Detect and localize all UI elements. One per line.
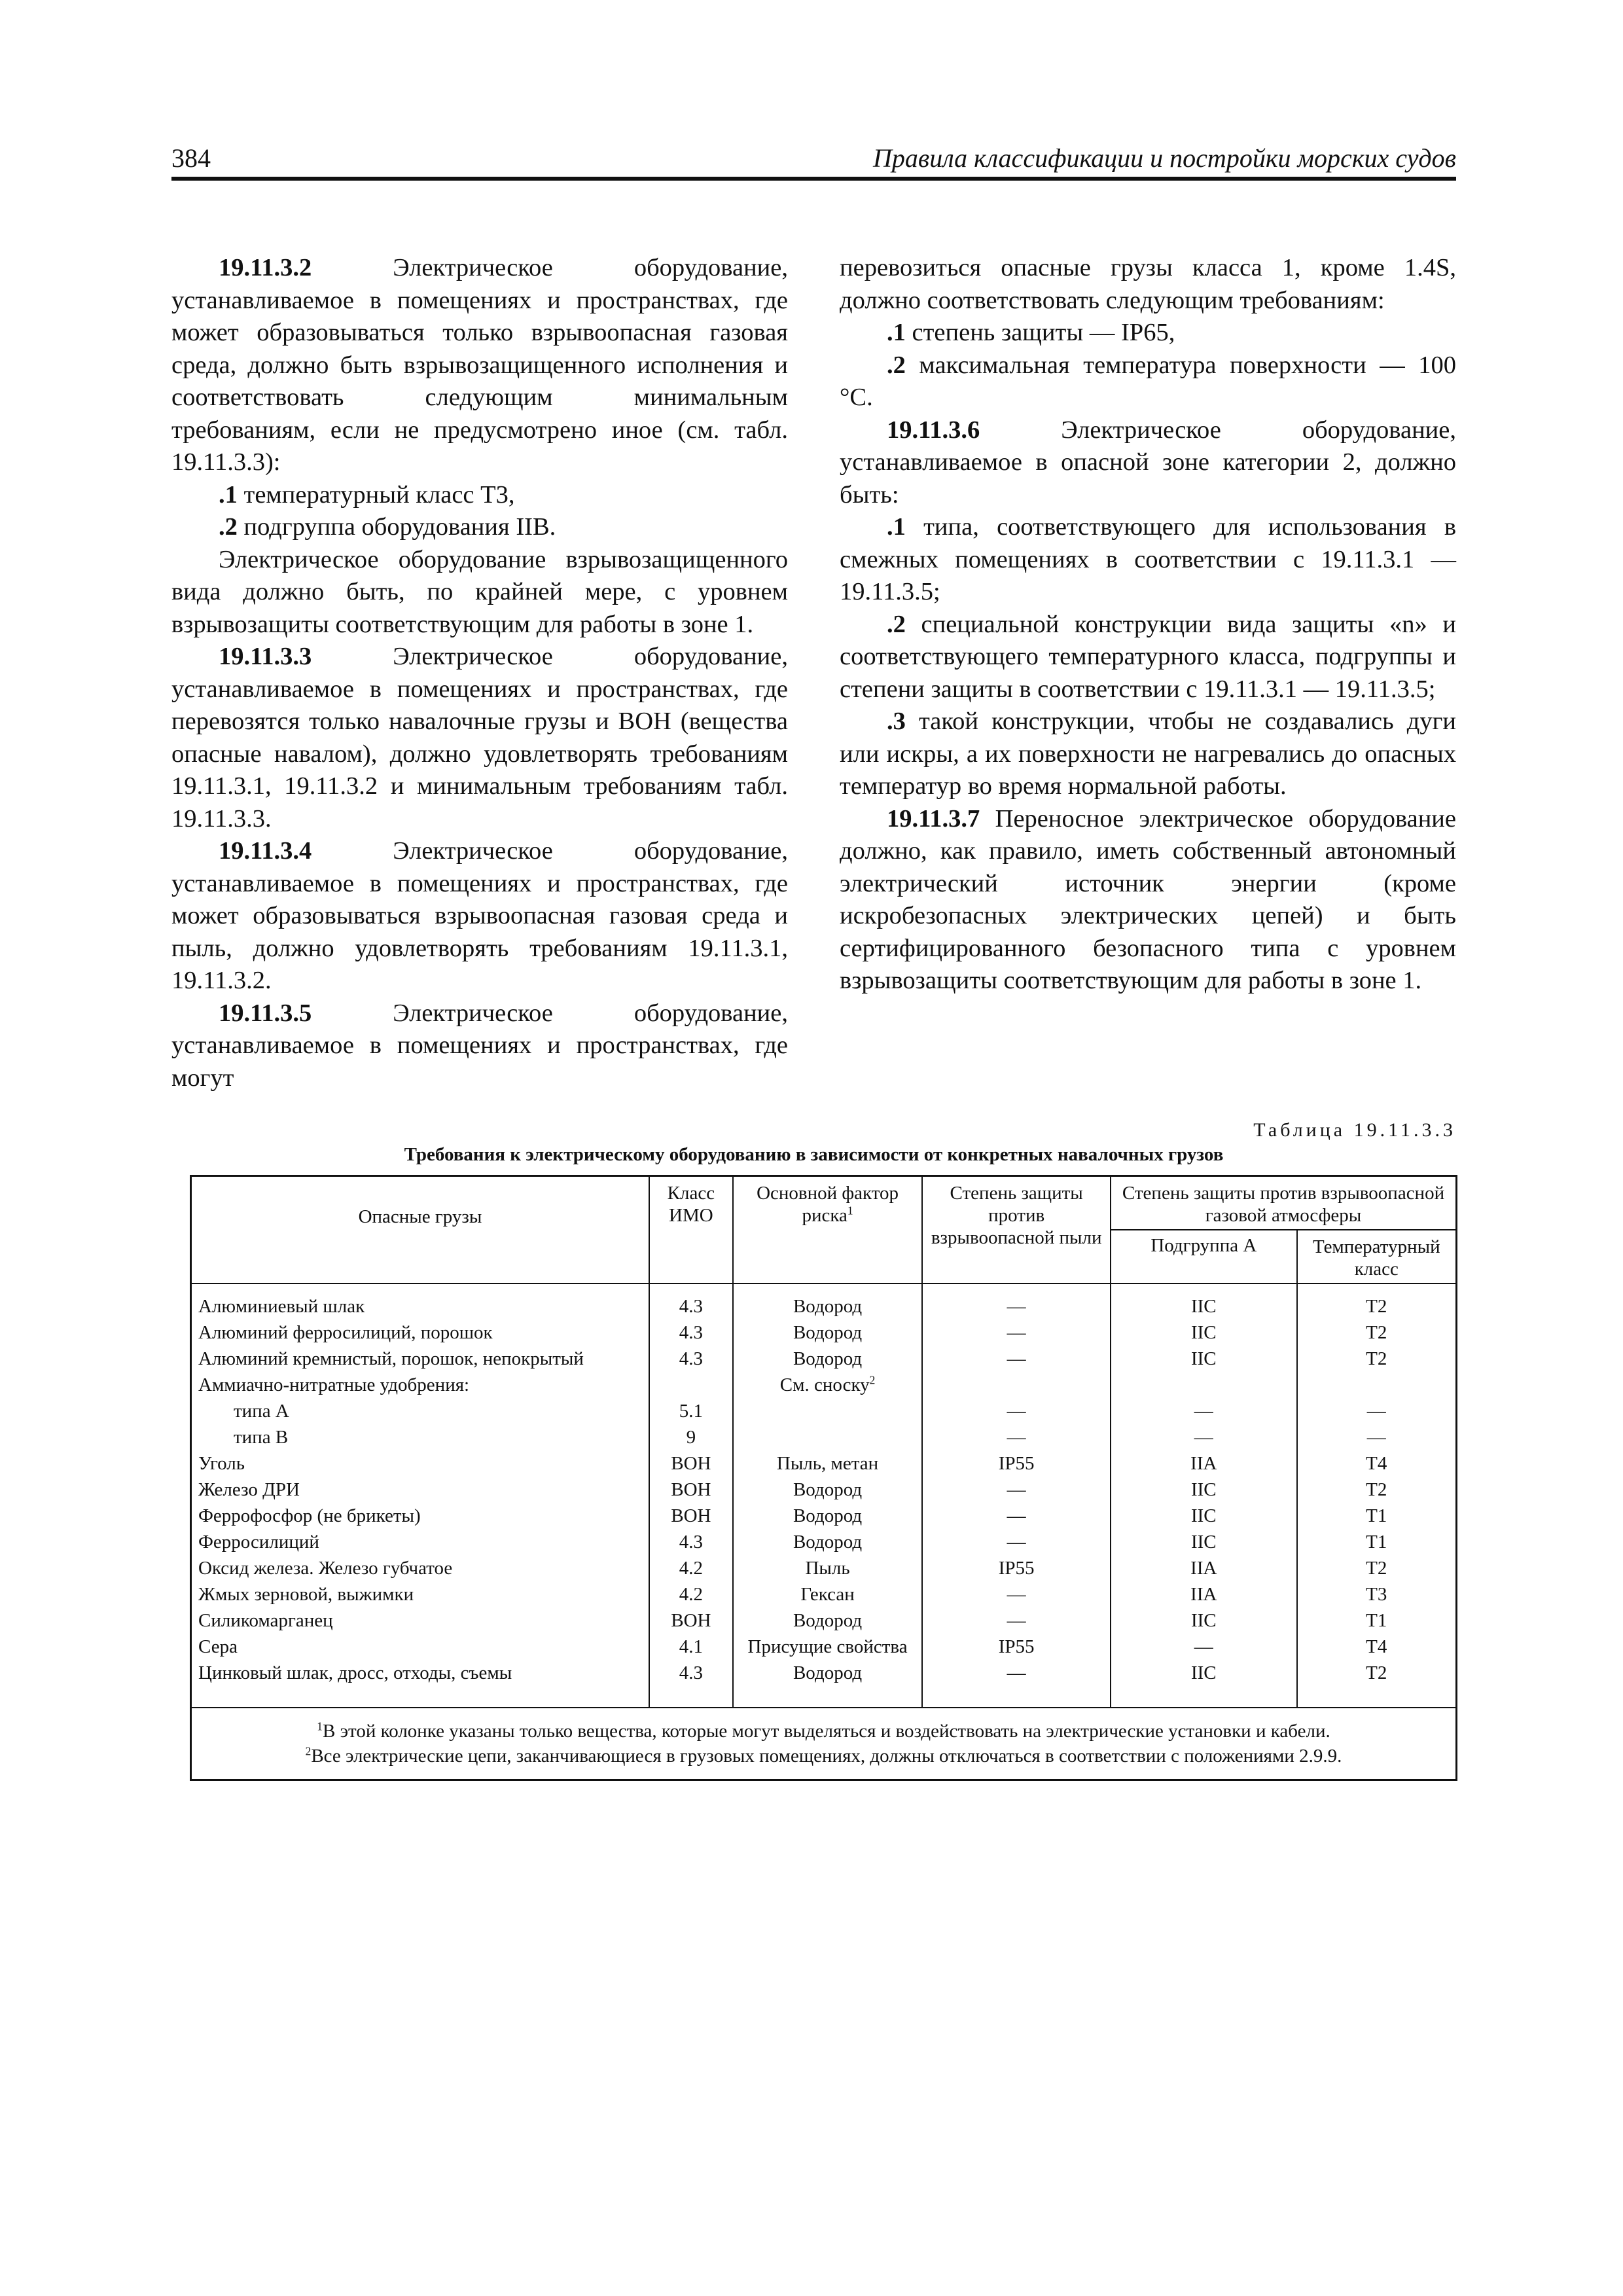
footnote — [198, 1744, 1449, 1768]
cell-imo — [649, 1634, 733, 1660]
cell-temp — [1297, 1346, 1457, 1372]
cell-text: 5.1 — [679, 1401, 703, 1422]
right-column — [840, 252, 1456, 997]
cell-temp — [1297, 1660, 1457, 1708]
cell-text: Пыль, метан — [776, 1453, 879, 1474]
clause-number: 19.11.3.7 — [887, 804, 980, 833]
cell-text: IP55 — [998, 1558, 1035, 1579]
cell-text: T2 — [1366, 1322, 1387, 1343]
cell-text: Оксид железа. Железо губчатое — [198, 1558, 453, 1579]
cell-text: 4.3 — [679, 1348, 703, 1369]
cell-risk — [733, 1319, 923, 1346]
cell-imo — [649, 1503, 733, 1529]
cell-sub — [1111, 1581, 1297, 1607]
clause-number: 19.11.3.5 — [219, 999, 312, 1027]
cell-imo — [649, 1477, 733, 1503]
cell-imo — [649, 1283, 733, 1319]
cell-cargo — [191, 1283, 649, 1319]
paragraph — [171, 997, 788, 1095]
table-row — [191, 1398, 1457, 1424]
cell-imo — [649, 1450, 733, 1477]
footnote-text: В этой колонке указаны только вещества, которые могут выделяться и воздействовать на электрические установки и кабели. — [322, 1721, 1330, 1742]
footnote-ref: 2 — [869, 1373, 876, 1387]
cell-text: ВОН — [671, 1610, 711, 1631]
paragraph — [840, 252, 1456, 317]
header-rule — [171, 177, 1456, 181]
cell-text: ВОН — [671, 1479, 711, 1500]
cell-sub — [1111, 1372, 1297, 1398]
cell-text: — — [1007, 1662, 1026, 1683]
cell-sub — [1111, 1319, 1297, 1346]
paragraph-text: Электрическое оборудование, устанавливаемое в помещениях и пространствах, где может образовываться только взрывоопасная газовая среда, должно быть взрывозащищенного исполнения и соответствовать следующим минимальным требованиям, если не предусмотрено иное (см. табл. 19.11.3.3): — [171, 254, 788, 476]
header-cargo: Опасные грузы — [191, 1176, 649, 1284]
cell-text: T2 — [1366, 1558, 1387, 1579]
cell-sub — [1111, 1283, 1297, 1319]
cell-text: Водород — [793, 1610, 863, 1631]
cell-imo — [649, 1607, 733, 1634]
cell-text: T1 — [1366, 1610, 1387, 1631]
cell-text: — — [1007, 1505, 1026, 1526]
paragraph — [840, 350, 1456, 414]
cell-text: Феррофосфор (не брикеты) — [198, 1505, 421, 1526]
cell-text: 4.3 — [679, 1322, 703, 1343]
cell-text: — — [1007, 1348, 1026, 1369]
table-row — [191, 1372, 1457, 1398]
header-risk-factor — [733, 1176, 923, 1284]
cell-sub — [1111, 1477, 1297, 1503]
paragraph — [171, 479, 788, 512]
cell-text: Цинковый шлак, дросс, отходы, съемы — [198, 1662, 512, 1683]
cell-imo — [649, 1424, 733, 1450]
cell-temp — [1297, 1319, 1457, 1346]
cell-sub — [1111, 1503, 1297, 1529]
paragraph — [171, 544, 788, 641]
cell-text: Водород — [793, 1505, 863, 1526]
cell-dust — [922, 1555, 1111, 1581]
cell-temp — [1297, 1634, 1457, 1660]
cell-text: 4.2 — [679, 1584, 703, 1605]
cell-text: Присущие свойства — [747, 1636, 908, 1657]
paragraph-text: Электрическое оборудование, устанавливаемое в опасной зоне категории 2, должно быть: — [840, 416, 1456, 509]
cell-cargo — [191, 1477, 649, 1503]
cell-text: Алюминий ферросилиций, порошок — [198, 1322, 493, 1343]
cell-cargo — [191, 1398, 649, 1424]
clause-number: .1 — [887, 319, 906, 346]
cell-text: IIC — [1190, 1662, 1217, 1683]
cell-temp — [1297, 1581, 1457, 1607]
cell-dust — [922, 1450, 1111, 1477]
cell-text: — — [1366, 1401, 1386, 1422]
cell-text: T2 — [1366, 1662, 1387, 1683]
cell-text: — — [1366, 1427, 1386, 1448]
cell-dust — [922, 1424, 1111, 1450]
paragraph-text: такой конструкции, чтобы не создавались дуги или искры, а их поверхности не нагревались до опасных температур во время нормальной работы. — [840, 708, 1456, 800]
cell-text: IIC — [1190, 1296, 1217, 1317]
paragraph-text: температурный класс Т3, — [237, 480, 515, 509]
cell-text: IIC — [1190, 1532, 1217, 1552]
paragraph — [171, 641, 788, 835]
table-row — [191, 1477, 1457, 1503]
paragraph — [840, 706, 1456, 803]
cell-text: T2 — [1366, 1479, 1387, 1500]
table-row — [191, 1450, 1457, 1477]
table-row — [191, 1634, 1457, 1660]
paragraph-text: Электрическое оборудование, устанавливаемое в помещениях и пространствах, где могут — [171, 999, 788, 1092]
paragraph-text: Электрическое оборудование взрывозащищенного вида должно быть, по крайней мере, с уровнем взрывозащиты соответствующим для работы в зоне 1. — [171, 545, 788, 638]
header-dust-protection: Степень защиты против взрывоопасной пыли — [922, 1176, 1111, 1284]
cell-text: 4.3 — [679, 1662, 703, 1683]
cell-text: 4.3 — [679, 1296, 703, 1317]
paragraph-text: специальной конструкции вида защиты «n» и соответствующего температурного класса, подгруппы и степени защиты в соответствии с 19.11.3.1 — 19.11.3.5; — [840, 610, 1456, 703]
cell-sub — [1111, 1346, 1297, 1372]
page-number: 384 — [171, 143, 211, 173]
cell-temp — [1297, 1555, 1457, 1581]
header-imo-class: Класс ИМО — [649, 1176, 733, 1284]
footnote — [198, 1719, 1449, 1744]
clause-number: .1 — [219, 480, 238, 509]
cell-cargo — [191, 1424, 649, 1450]
cell-dust — [922, 1398, 1111, 1424]
cell-dust — [922, 1634, 1111, 1660]
paragraph-text: максимальная температура поверхности — 100 °С. — [840, 351, 1456, 411]
table-row — [191, 1319, 1457, 1346]
cell-dust — [922, 1660, 1111, 1708]
cell-cargo — [191, 1529, 649, 1555]
cell-text: T1 — [1366, 1505, 1387, 1526]
table-row — [191, 1581, 1457, 1607]
left-column — [171, 252, 788, 1094]
table-row — [191, 1529, 1457, 1555]
cell-text: T3 — [1366, 1584, 1387, 1605]
cell-sub — [1111, 1660, 1297, 1708]
cell-cargo — [191, 1607, 649, 1634]
cell-risk — [733, 1581, 923, 1607]
cell-text: — — [1007, 1322, 1026, 1343]
clause-number: .1 — [887, 513, 906, 541]
cell-text: Алюминиевый шлак — [198, 1296, 365, 1317]
cell-dust — [922, 1283, 1111, 1319]
cell-text: T1 — [1366, 1532, 1387, 1552]
cell-text: T4 — [1366, 1636, 1387, 1657]
cell-dust — [922, 1581, 1111, 1607]
clause-number: 19.11.3.3 — [219, 643, 312, 670]
cell-text: 9 — [686, 1427, 696, 1448]
cell-temp — [1297, 1529, 1457, 1555]
cell-text: T2 — [1366, 1348, 1387, 1369]
cell-risk — [733, 1529, 923, 1555]
cell-text: Водород — [793, 1479, 863, 1500]
table-row — [191, 1555, 1457, 1581]
footnotes-row — [191, 1708, 1457, 1780]
paragraph — [840, 511, 1456, 609]
paragraph-text: Электрическое оборудование, устанавливаемое в помещениях и пространствах, где перевозятся только навалочные грузы и ВОН (вещества опасные навалом), должно удовлетворять требованиям 19.11.3.1, 19.11.3.2 и минимальным требованиям табл. 19.11.3.3. — [171, 643, 788, 833]
cell-imo — [649, 1555, 733, 1581]
cell-temp — [1297, 1372, 1457, 1398]
footnote-text: Все электрические цепи, заканчивающиеся в грузовых помещениях, должны отключаться в соответствии с положениями 2.9.9. — [311, 1746, 1342, 1767]
cell-text: См. сноску — [779, 1374, 870, 1395]
footnote-mark: 2 — [305, 1744, 312, 1758]
cell-text: — — [1007, 1401, 1026, 1422]
footnote-mark: 1 — [317, 1719, 323, 1733]
cell-text: Сера — [198, 1636, 238, 1657]
cell-text: — — [1007, 1479, 1026, 1500]
cell-text: T4 — [1366, 1453, 1387, 1474]
cell-sub — [1111, 1607, 1297, 1634]
cell-cargo — [191, 1634, 649, 1660]
running-title: Правила классификации и постройки морских судов — [872, 143, 1456, 173]
clause-number: 19.11.3.6 — [887, 416, 980, 444]
cell-text: IP55 — [998, 1453, 1035, 1474]
cell-text: IIC — [1190, 1348, 1217, 1369]
cell-text: — — [1007, 1296, 1026, 1317]
cell-dust — [922, 1372, 1111, 1398]
paragraph-text: Переносное электрическое оборудование должно, как правило, иметь собственный автономный электрический источник энергии (кроме искробезопасных электрических цепей) и быть сертифицированного безопасного типа с уровнем взрывозащиты соответствующим для работы в зоне 1. — [840, 804, 1456, 994]
cell-cargo — [191, 1555, 649, 1581]
cell-risk — [733, 1346, 923, 1372]
cell-risk — [733, 1372, 923, 1398]
cell-text: типа В — [234, 1427, 289, 1448]
cell-sub — [1111, 1634, 1297, 1660]
cell-text: Водород — [793, 1348, 863, 1369]
cell-text: IIA — [1190, 1453, 1217, 1474]
cell-temp — [1297, 1398, 1457, 1424]
cell-imo — [649, 1319, 733, 1346]
cargo-requirements-table — [190, 1175, 1457, 1781]
cell-text: — — [1007, 1427, 1026, 1448]
cell-imo — [649, 1529, 733, 1555]
cell-risk — [733, 1555, 923, 1581]
cell-text: Пыль — [805, 1558, 850, 1579]
cell-text: ВОН — [671, 1453, 711, 1474]
cell-text: Водород — [793, 1296, 863, 1317]
cell-text: — — [1194, 1401, 1213, 1422]
cell-text: типа А — [234, 1401, 289, 1422]
clause-number: 19.11.3.2 — [219, 254, 312, 281]
paragraph-text: Электрическое оборудование, устанавливаемое в помещениях и пространствах, где может образовываться взрывоопасная газовая среда и пыль, должно удовлетворять требованиям 19.11.3.1, 19.11.3.2. — [171, 837, 788, 994]
cell-dust — [922, 1477, 1111, 1503]
table-row — [191, 1660, 1457, 1708]
clause-number: .3 — [887, 708, 906, 735]
cell-text: T2 — [1366, 1296, 1387, 1317]
cell-text: ВОН — [671, 1505, 711, 1526]
clause-number: .2 — [887, 610, 906, 638]
cell-text: Уголь — [198, 1453, 245, 1474]
cell-sub — [1111, 1398, 1297, 1424]
paragraph-text: степень защиты — IP65, — [905, 319, 1175, 346]
paragraph — [171, 511, 788, 544]
cell-text: IIA — [1190, 1584, 1217, 1605]
cell-sub — [1111, 1424, 1297, 1450]
cell-risk — [733, 1503, 923, 1529]
cell-risk — [733, 1660, 923, 1708]
header-temp-class: Температурный класс — [1297, 1230, 1457, 1283]
cell-temp — [1297, 1607, 1457, 1634]
cell-risk — [733, 1450, 923, 1477]
cell-text: — — [1007, 1610, 1026, 1631]
cell-text: IIC — [1190, 1610, 1217, 1631]
clause-number: 19.11.3.4 — [219, 837, 312, 865]
cell-text: Аммиачно-нитратные удобрения: — [198, 1374, 470, 1395]
table-footnotes — [191, 1708, 1457, 1780]
cell-text: IIA — [1190, 1558, 1217, 1579]
paragraph-text: подгруппа оборудования IIВ. — [237, 513, 556, 541]
cell-dust — [922, 1346, 1111, 1372]
cell-temp — [1297, 1450, 1457, 1477]
cell-text: Железо ДРИ — [198, 1479, 300, 1500]
cell-imo — [649, 1372, 733, 1398]
cell-risk — [733, 1477, 923, 1503]
cell-cargo — [191, 1503, 649, 1529]
clause-number: .2 — [219, 513, 238, 541]
header-risk-text: Основной фактор риска — [757, 1183, 899, 1226]
paragraph — [171, 252, 788, 479]
cell-text: IIC — [1190, 1322, 1217, 1343]
cell-risk — [733, 1424, 923, 1450]
cell-imo — [649, 1346, 733, 1372]
header-gas-protection: Степень защиты против взрывоопасной газовой атмосферы — [1111, 1176, 1456, 1230]
cell-imo — [649, 1398, 733, 1424]
cell-dust — [922, 1529, 1111, 1555]
cell-text: 4.3 — [679, 1532, 703, 1552]
cell-dust — [922, 1319, 1111, 1346]
cell-text: 4.1 — [679, 1636, 703, 1657]
cell-text: Гексан — [800, 1584, 855, 1605]
cell-cargo — [191, 1372, 649, 1398]
cell-text: Силикомарганец — [198, 1610, 333, 1631]
paragraph — [840, 317, 1456, 350]
cell-risk — [733, 1634, 923, 1660]
cell-text: IIC — [1190, 1505, 1217, 1526]
paragraph — [171, 835, 788, 997]
cell-temp — [1297, 1503, 1457, 1529]
cell-text: IIC — [1190, 1479, 1217, 1500]
cell-imo — [649, 1660, 733, 1708]
table-title: Требования к электрическому оборудованию в зависимости от конкретных навалочных грузов — [404, 1144, 1224, 1165]
paragraph — [840, 609, 1456, 706]
cell-text: 4.2 — [679, 1558, 703, 1579]
cell-text: Водород — [793, 1322, 863, 1343]
cell-cargo — [191, 1346, 649, 1372]
cell-cargo — [191, 1319, 649, 1346]
table-row — [191, 1346, 1457, 1372]
cell-dust — [922, 1503, 1111, 1529]
clause-number: .2 — [887, 351, 906, 379]
cell-text: — — [1007, 1584, 1026, 1605]
cell-temp — [1297, 1283, 1457, 1319]
cell-text: Жмых зерновой, выжимки — [198, 1584, 414, 1605]
cell-cargo — [191, 1581, 649, 1607]
paragraph-text: перевозиться опасные грузы класса 1, кроме 1.4S, должно соответствовать следующим требованиям: — [840, 254, 1456, 314]
cell-imo — [649, 1581, 733, 1607]
cell-text: — — [1194, 1427, 1213, 1448]
table-row — [191, 1424, 1457, 1450]
paragraph-text: типа, соответствующего для использования в смежных помещениях в соответствии с 19.11.3.1 — 19.11.3.5; — [840, 513, 1456, 605]
cell-text: — — [1007, 1532, 1026, 1552]
table-caption: Таблица 19.11.3.3 — [1253, 1119, 1456, 1141]
paragraph — [840, 803, 1456, 997]
cell-text: IP55 — [998, 1636, 1035, 1657]
table-row — [191, 1503, 1457, 1529]
cell-text: Водород — [793, 1532, 863, 1552]
cell-temp — [1297, 1477, 1457, 1503]
cell-cargo — [191, 1450, 649, 1477]
paragraph — [840, 414, 1456, 512]
cell-risk — [733, 1283, 923, 1319]
table-row — [191, 1607, 1457, 1634]
cell-risk — [733, 1607, 923, 1634]
cell-cargo — [191, 1660, 649, 1708]
cell-dust — [922, 1607, 1111, 1634]
header-subgroup: Подгруппа А — [1111, 1230, 1297, 1283]
cell-temp — [1297, 1424, 1457, 1450]
cell-text: — — [1194, 1636, 1213, 1657]
cell-text: Алюминий кремнистый, порошок, непокрытый — [198, 1348, 584, 1369]
cell-text: Ферросилиций — [198, 1532, 319, 1552]
header-risk-sup: 1 — [847, 1204, 853, 1217]
cell-sub — [1111, 1555, 1297, 1581]
cell-text: Водород — [793, 1662, 863, 1683]
table-row — [191, 1283, 1457, 1319]
cell-sub — [1111, 1450, 1297, 1477]
cell-sub — [1111, 1529, 1297, 1555]
cell-risk — [733, 1398, 923, 1424]
